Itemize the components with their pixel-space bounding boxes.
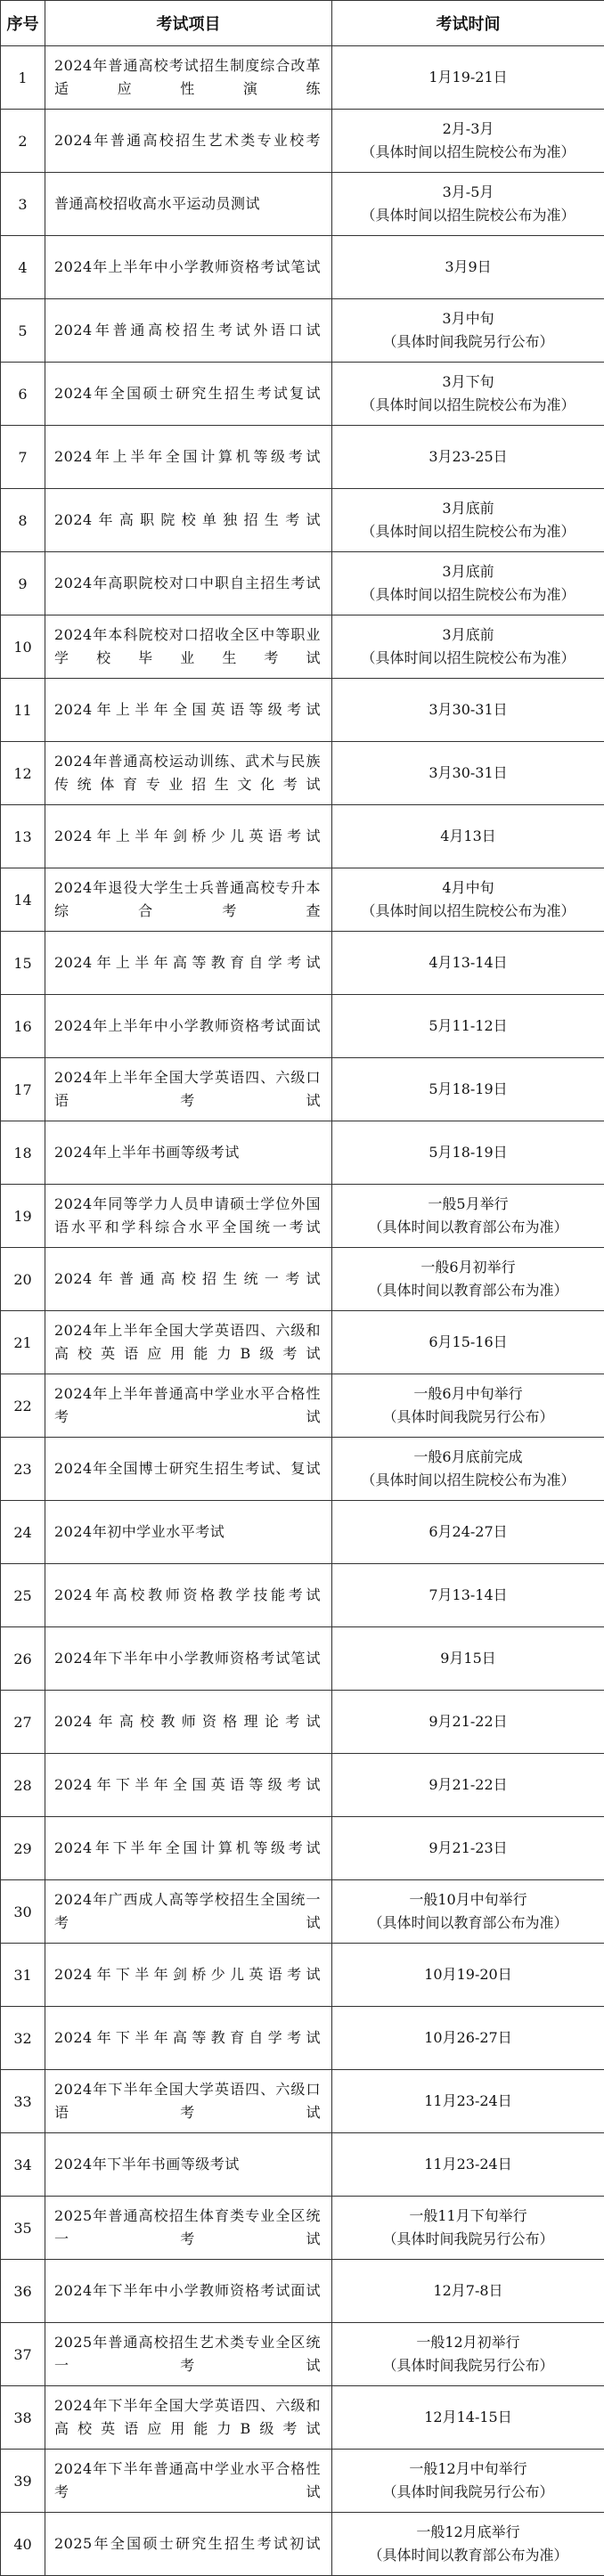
table-row bbox=[1, 2450, 604, 2513]
exam-time-note: （具体时间以教育部公布为准） bbox=[339, 1279, 597, 1302]
exam-time-value: 5月18-19日 bbox=[339, 1141, 597, 1164]
exam-time-value: 一般5月举行 bbox=[339, 1193, 597, 1216]
exam-time bbox=[332, 1248, 604, 1311]
exam-time bbox=[332, 932, 604, 995]
table-row bbox=[1, 2260, 604, 2323]
exam-item: 2024年下半年普通高中学业水平合格性考试 bbox=[45, 2450, 332, 2513]
header-exam-item: 考试项目 bbox=[45, 1, 332, 46]
exam-time-value: 1月19-21日 bbox=[339, 66, 597, 89]
table-row bbox=[1, 2133, 604, 2197]
exam-time-value: 9月21-23日 bbox=[339, 1837, 597, 1860]
table-row bbox=[1, 110, 604, 173]
row-index: 21 bbox=[1, 1311, 45, 1374]
exam-item: 2024年下半年全国英语等级考试 bbox=[45, 1754, 332, 1817]
table-header-row bbox=[1, 1, 604, 46]
exam-time-value: 3月30-31日 bbox=[339, 698, 597, 721]
table-row bbox=[1, 1185, 604, 1248]
row-index: 8 bbox=[1, 489, 45, 552]
row-index: 38 bbox=[1, 2386, 45, 2450]
exam-time bbox=[332, 2450, 604, 2513]
exam-time bbox=[332, 2197, 604, 2260]
row-index: 39 bbox=[1, 2450, 45, 2513]
row-index: 27 bbox=[1, 1691, 45, 1754]
exam-time-note: （具体时间以招生院校公布为准） bbox=[339, 583, 597, 607]
table-row bbox=[1, 46, 604, 110]
row-index: 6 bbox=[1, 363, 45, 426]
exam-time bbox=[332, 236, 604, 299]
exam-time bbox=[332, 1880, 604, 1944]
table-row bbox=[1, 1880, 604, 1944]
exam-time bbox=[332, 1564, 604, 1627]
row-index: 24 bbox=[1, 1501, 45, 1564]
exam-time-note: （具体时间以招生院校公布为准） bbox=[339, 394, 597, 417]
exam-time bbox=[332, 1944, 604, 2007]
exam-time-note: （具体时间我院另行公布） bbox=[339, 2228, 597, 2251]
table-row bbox=[1, 1691, 604, 1754]
row-index: 18 bbox=[1, 1121, 45, 1185]
exam-item: 2025年普通高校招生体育类专业全区统一考试 bbox=[45, 2197, 332, 2260]
row-index: 1 bbox=[1, 46, 45, 110]
row-index: 32 bbox=[1, 2007, 45, 2070]
row-index: 36 bbox=[1, 2260, 45, 2323]
row-index: 14 bbox=[1, 868, 45, 932]
exam-time-value: 6月24-27日 bbox=[339, 1520, 597, 1544]
table-row bbox=[1, 932, 604, 995]
exam-time bbox=[332, 46, 604, 110]
exam-item: 2024年全国博士研究生招生考试、复试 bbox=[45, 1438, 332, 1501]
exam-time bbox=[332, 2133, 604, 2197]
exam-time-value: 一般12月初举行 bbox=[339, 2331, 597, 2354]
table-row bbox=[1, 1944, 604, 2007]
exam-item: 2024年全国硕士研究生招生考试复试 bbox=[45, 363, 332, 426]
exam-time-value: 3月底前 bbox=[339, 497, 597, 520]
table-row bbox=[1, 995, 604, 1058]
exam-time bbox=[332, 2323, 604, 2386]
exam-time-value: 一般6月底前完成 bbox=[339, 1446, 597, 1469]
exam-time bbox=[332, 1121, 604, 1185]
exam-time bbox=[332, 1438, 604, 1501]
exam-item: 2024年上半年全国大学英语四、六级和高校英语应用能力B级考试 bbox=[45, 1311, 332, 1374]
exam-item: 2024年广西成人高等学校招生全国统一考试 bbox=[45, 1880, 332, 1944]
exam-time-value: 11月23-24日 bbox=[339, 2153, 597, 2176]
exam-time bbox=[332, 2007, 604, 2070]
exam-time-value: 4月中旬 bbox=[339, 876, 597, 900]
exam-time-value: 3月9日 bbox=[339, 256, 597, 279]
exam-time-note: （具体时间以招生院校公布为准） bbox=[339, 141, 597, 164]
row-index: 12 bbox=[1, 742, 45, 805]
exam-item: 2024年上半年书画等级考试 bbox=[45, 1121, 332, 1185]
header-exam-time: 考试时间 bbox=[332, 1, 604, 46]
table-row bbox=[1, 2007, 604, 2070]
row-index: 10 bbox=[1, 615, 45, 679]
exam-item: 2024年上半年中小学教师资格考试面试 bbox=[45, 995, 332, 1058]
exam-time bbox=[332, 489, 604, 552]
exam-time-value: 6月15-16日 bbox=[339, 1331, 597, 1354]
exam-time-value: 一般6月初举行 bbox=[339, 1256, 597, 1279]
exam-time-value: 3月23-25日 bbox=[339, 445, 597, 469]
table-row bbox=[1, 2070, 604, 2133]
table-body bbox=[1, 46, 604, 2576]
exam-time-value: 2月-3月 bbox=[339, 118, 597, 141]
exam-item: 2024年高校教师资格教学技能考试 bbox=[45, 1564, 332, 1627]
row-index: 25 bbox=[1, 1564, 45, 1627]
exam-item: 2024年上半年剑桥少儿英语考试 bbox=[45, 805, 332, 868]
exam-time-value: 10月19-20日 bbox=[339, 1963, 597, 1986]
row-index: 7 bbox=[1, 426, 45, 489]
exam-time-note: （具体时间以招生院校公布为准） bbox=[339, 900, 597, 923]
exam-time bbox=[332, 2070, 604, 2133]
exam-item: 2024年下半年全国计算机等级考试 bbox=[45, 1817, 332, 1880]
table-row bbox=[1, 173, 604, 236]
exam-time-value: 12月14-15日 bbox=[339, 2406, 597, 2429]
exam-item: 2024年上半年全国英语等级考试 bbox=[45, 679, 332, 742]
exam-time-value: 9月21-22日 bbox=[339, 1710, 597, 1733]
row-index: 26 bbox=[1, 1627, 45, 1691]
row-index: 40 bbox=[1, 2513, 45, 2576]
row-index: 37 bbox=[1, 2323, 45, 2386]
exam-time-note: （具体时间以招生院校公布为准） bbox=[339, 647, 597, 670]
exam-time bbox=[332, 1627, 604, 1691]
exam-time-note: （具体时间以教育部公布为准） bbox=[339, 1216, 597, 1239]
exam-time bbox=[332, 2513, 604, 2576]
exam-time bbox=[332, 173, 604, 236]
exam-time bbox=[332, 426, 604, 489]
header-index: 序号 bbox=[1, 1, 45, 46]
exam-item: 2024年上半年中小学教师资格考试笔试 bbox=[45, 236, 332, 299]
row-index: 30 bbox=[1, 1880, 45, 1944]
row-index: 31 bbox=[1, 1944, 45, 2007]
exam-time-value: 4月13-14日 bbox=[339, 951, 597, 974]
row-index: 35 bbox=[1, 2197, 45, 2260]
exam-item: 2024年上半年全国计算机等级考试 bbox=[45, 426, 332, 489]
exam-time-note: （具体时间我院另行公布） bbox=[339, 1406, 597, 1429]
table-row bbox=[1, 1058, 604, 1121]
exam-item: 2024年下半年书画等级考试 bbox=[45, 2133, 332, 2197]
row-index: 22 bbox=[1, 1374, 45, 1438]
exam-item: 2024年普通高校招生统一考试 bbox=[45, 1248, 332, 1311]
exam-item: 2024年初中学业水平考试 bbox=[45, 1501, 332, 1564]
row-index: 11 bbox=[1, 679, 45, 742]
row-index: 4 bbox=[1, 236, 45, 299]
exam-time-value: 3月下旬 bbox=[339, 371, 597, 394]
table-row bbox=[1, 299, 604, 363]
table-row bbox=[1, 552, 604, 615]
table-row bbox=[1, 2513, 604, 2576]
exam-time-value: 3月-5月 bbox=[339, 181, 597, 204]
exam-time bbox=[332, 615, 604, 679]
exam-item: 2024年普通高校运动训练、武术与民族传统体育专业招生文化考试 bbox=[45, 742, 332, 805]
exam-item: 2024年下半年中小学教师资格考试面试 bbox=[45, 2260, 332, 2323]
exam-item: 2024年高职院校单独招生考试 bbox=[45, 489, 332, 552]
table-row bbox=[1, 1564, 604, 1627]
table-row bbox=[1, 426, 604, 489]
exam-item: 普通高校招收高水平运动员测试 bbox=[45, 173, 332, 236]
table-row bbox=[1, 1121, 604, 1185]
exam-item: 2024年上半年高等教育自学考试 bbox=[45, 932, 332, 995]
exam-time bbox=[332, 995, 604, 1058]
exam-time-value: 12月7-8日 bbox=[339, 2279, 597, 2303]
table-row bbox=[1, 1374, 604, 1438]
exam-time-value: 7月13-14日 bbox=[339, 1584, 597, 1607]
exam-time bbox=[332, 1374, 604, 1438]
exam-item: 2024年普通高校招生艺术类专业校考 bbox=[45, 110, 332, 173]
exam-item: 2025年全国硕士研究生招生考试初试 bbox=[45, 2513, 332, 2576]
exam-item: 2024年下半年全国大学英语四、六级和高校英语应用能力B级考试 bbox=[45, 2386, 332, 2450]
exam-time-value: 9月21-22日 bbox=[339, 1773, 597, 1797]
row-index: 5 bbox=[1, 299, 45, 363]
exam-time bbox=[332, 2260, 604, 2323]
exam-item: 2024年上半年全国大学英语四、六级口语考试 bbox=[45, 1058, 332, 1121]
exam-time bbox=[332, 1754, 604, 1817]
exam-time bbox=[332, 868, 604, 932]
table-row bbox=[1, 1627, 604, 1691]
row-index: 23 bbox=[1, 1438, 45, 1501]
exam-time-note: （具体时间我院另行公布） bbox=[339, 2481, 597, 2504]
exam-time-note: （具体时间我院另行公布） bbox=[339, 330, 597, 354]
exam-item: 2024年本科院校对口招收全区中等职业学校毕业生考试 bbox=[45, 615, 332, 679]
table-row bbox=[1, 2386, 604, 2450]
row-index: 13 bbox=[1, 805, 45, 868]
row-index: 15 bbox=[1, 932, 45, 995]
row-index: 34 bbox=[1, 2133, 45, 2197]
exam-time-value: 一般10月中旬举行 bbox=[339, 1888, 597, 1912]
row-index: 19 bbox=[1, 1185, 45, 1248]
table-row bbox=[1, 1438, 604, 1501]
exam-time-value: 9月15日 bbox=[339, 1647, 597, 1670]
exam-time bbox=[332, 1311, 604, 1374]
table-row bbox=[1, 1311, 604, 1374]
exam-time-note: （具体时间以教育部公布为准） bbox=[339, 2544, 597, 2567]
exam-time-value: 一般6月中旬举行 bbox=[339, 1382, 597, 1406]
row-index: 2 bbox=[1, 110, 45, 173]
table-row bbox=[1, 868, 604, 932]
exam-time-note: （具体时间我院另行公布） bbox=[339, 2354, 597, 2377]
exam-time-note: （具体时间以招生院校公布为准） bbox=[339, 1469, 597, 1492]
table-row bbox=[1, 1501, 604, 1564]
table-row bbox=[1, 679, 604, 742]
table-row bbox=[1, 363, 604, 426]
exam-time-value: 一般11月下旬举行 bbox=[339, 2205, 597, 2228]
exam-item: 2024年下半年高等教育自学考试 bbox=[45, 2007, 332, 2070]
exam-item: 2025年普通高校招生艺术类专业全区统一考试 bbox=[45, 2323, 332, 2386]
row-index: 29 bbox=[1, 1817, 45, 1880]
row-index: 17 bbox=[1, 1058, 45, 1121]
exam-time bbox=[332, 742, 604, 805]
table-row bbox=[1, 489, 604, 552]
table-row bbox=[1, 615, 604, 679]
exam-time-value: 3月底前 bbox=[339, 560, 597, 583]
exam-time-value: 3月中旬 bbox=[339, 307, 597, 330]
exam-item: 2024年退役大学生士兵普通高校专升本综合考查 bbox=[45, 868, 332, 932]
table-row bbox=[1, 1817, 604, 1880]
exam-time bbox=[332, 299, 604, 363]
row-index: 3 bbox=[1, 173, 45, 236]
exam-item: 2024年下半年中小学教师资格考试笔试 bbox=[45, 1627, 332, 1691]
exam-time bbox=[332, 1817, 604, 1880]
exam-time bbox=[332, 110, 604, 173]
exam-time bbox=[332, 552, 604, 615]
table-row bbox=[1, 2197, 604, 2260]
exam-item: 2024年同等学力人员申请硕士学位外国语水平和学科综合水平全国统一考试 bbox=[45, 1185, 332, 1248]
table-row bbox=[1, 1754, 604, 1817]
exam-time bbox=[332, 1691, 604, 1754]
exam-time-value: 一般12月中旬举行 bbox=[339, 2458, 597, 2481]
exam-time-value: 11月23-24日 bbox=[339, 2090, 597, 2113]
exam-item: 2024年高校教师资格理论考试 bbox=[45, 1691, 332, 1754]
exam-item: 2024年下半年剑桥少儿英语考试 bbox=[45, 1944, 332, 2007]
exam-item: 2024年高职院校对口中职自主招生考试 bbox=[45, 552, 332, 615]
exam-time bbox=[332, 1501, 604, 1564]
exam-time bbox=[332, 2386, 604, 2450]
table-row bbox=[1, 2323, 604, 2386]
exam-time bbox=[332, 363, 604, 426]
exam-time-note: （具体时间以招生院校公布为准） bbox=[339, 204, 597, 227]
row-index: 33 bbox=[1, 2070, 45, 2133]
exam-time-note: （具体时间以招生院校公布为准） bbox=[339, 520, 597, 543]
exam-item: 2024年普通高校考试招生制度综合改革适应性演练 bbox=[45, 46, 332, 110]
table-row bbox=[1, 742, 604, 805]
row-index: 16 bbox=[1, 995, 45, 1058]
table-row bbox=[1, 236, 604, 299]
exam-item: 2024年普通高校招生考试外语口试 bbox=[45, 299, 332, 363]
row-index: 28 bbox=[1, 1754, 45, 1817]
exam-time-value: 4月13日 bbox=[339, 825, 597, 848]
exam-time bbox=[332, 1185, 604, 1248]
exam-time bbox=[332, 679, 604, 742]
table-row bbox=[1, 1248, 604, 1311]
exam-time-note: （具体时间以教育部公布为准） bbox=[339, 1912, 597, 1935]
exam-time-value: 3月底前 bbox=[339, 624, 597, 647]
exam-time-value: 3月30-31日 bbox=[339, 762, 597, 785]
exam-time bbox=[332, 805, 604, 868]
exam-time-value: 5月18-19日 bbox=[339, 1078, 597, 1101]
exam-item: 2024年上半年普通高中学业水平合格性考试 bbox=[45, 1374, 332, 1438]
exam-item: 2024年下半年全国大学英语四、六级口语考试 bbox=[45, 2070, 332, 2133]
exam-time-value: 一般12月底举行 bbox=[339, 2521, 597, 2544]
exam-time-value: 10月26-27日 bbox=[339, 2026, 597, 2050]
exam-time-value: 5月11-12日 bbox=[339, 1015, 597, 1038]
exam-time bbox=[332, 1058, 604, 1121]
row-index: 20 bbox=[1, 1248, 45, 1311]
table-row bbox=[1, 805, 604, 868]
row-index: 9 bbox=[1, 552, 45, 615]
